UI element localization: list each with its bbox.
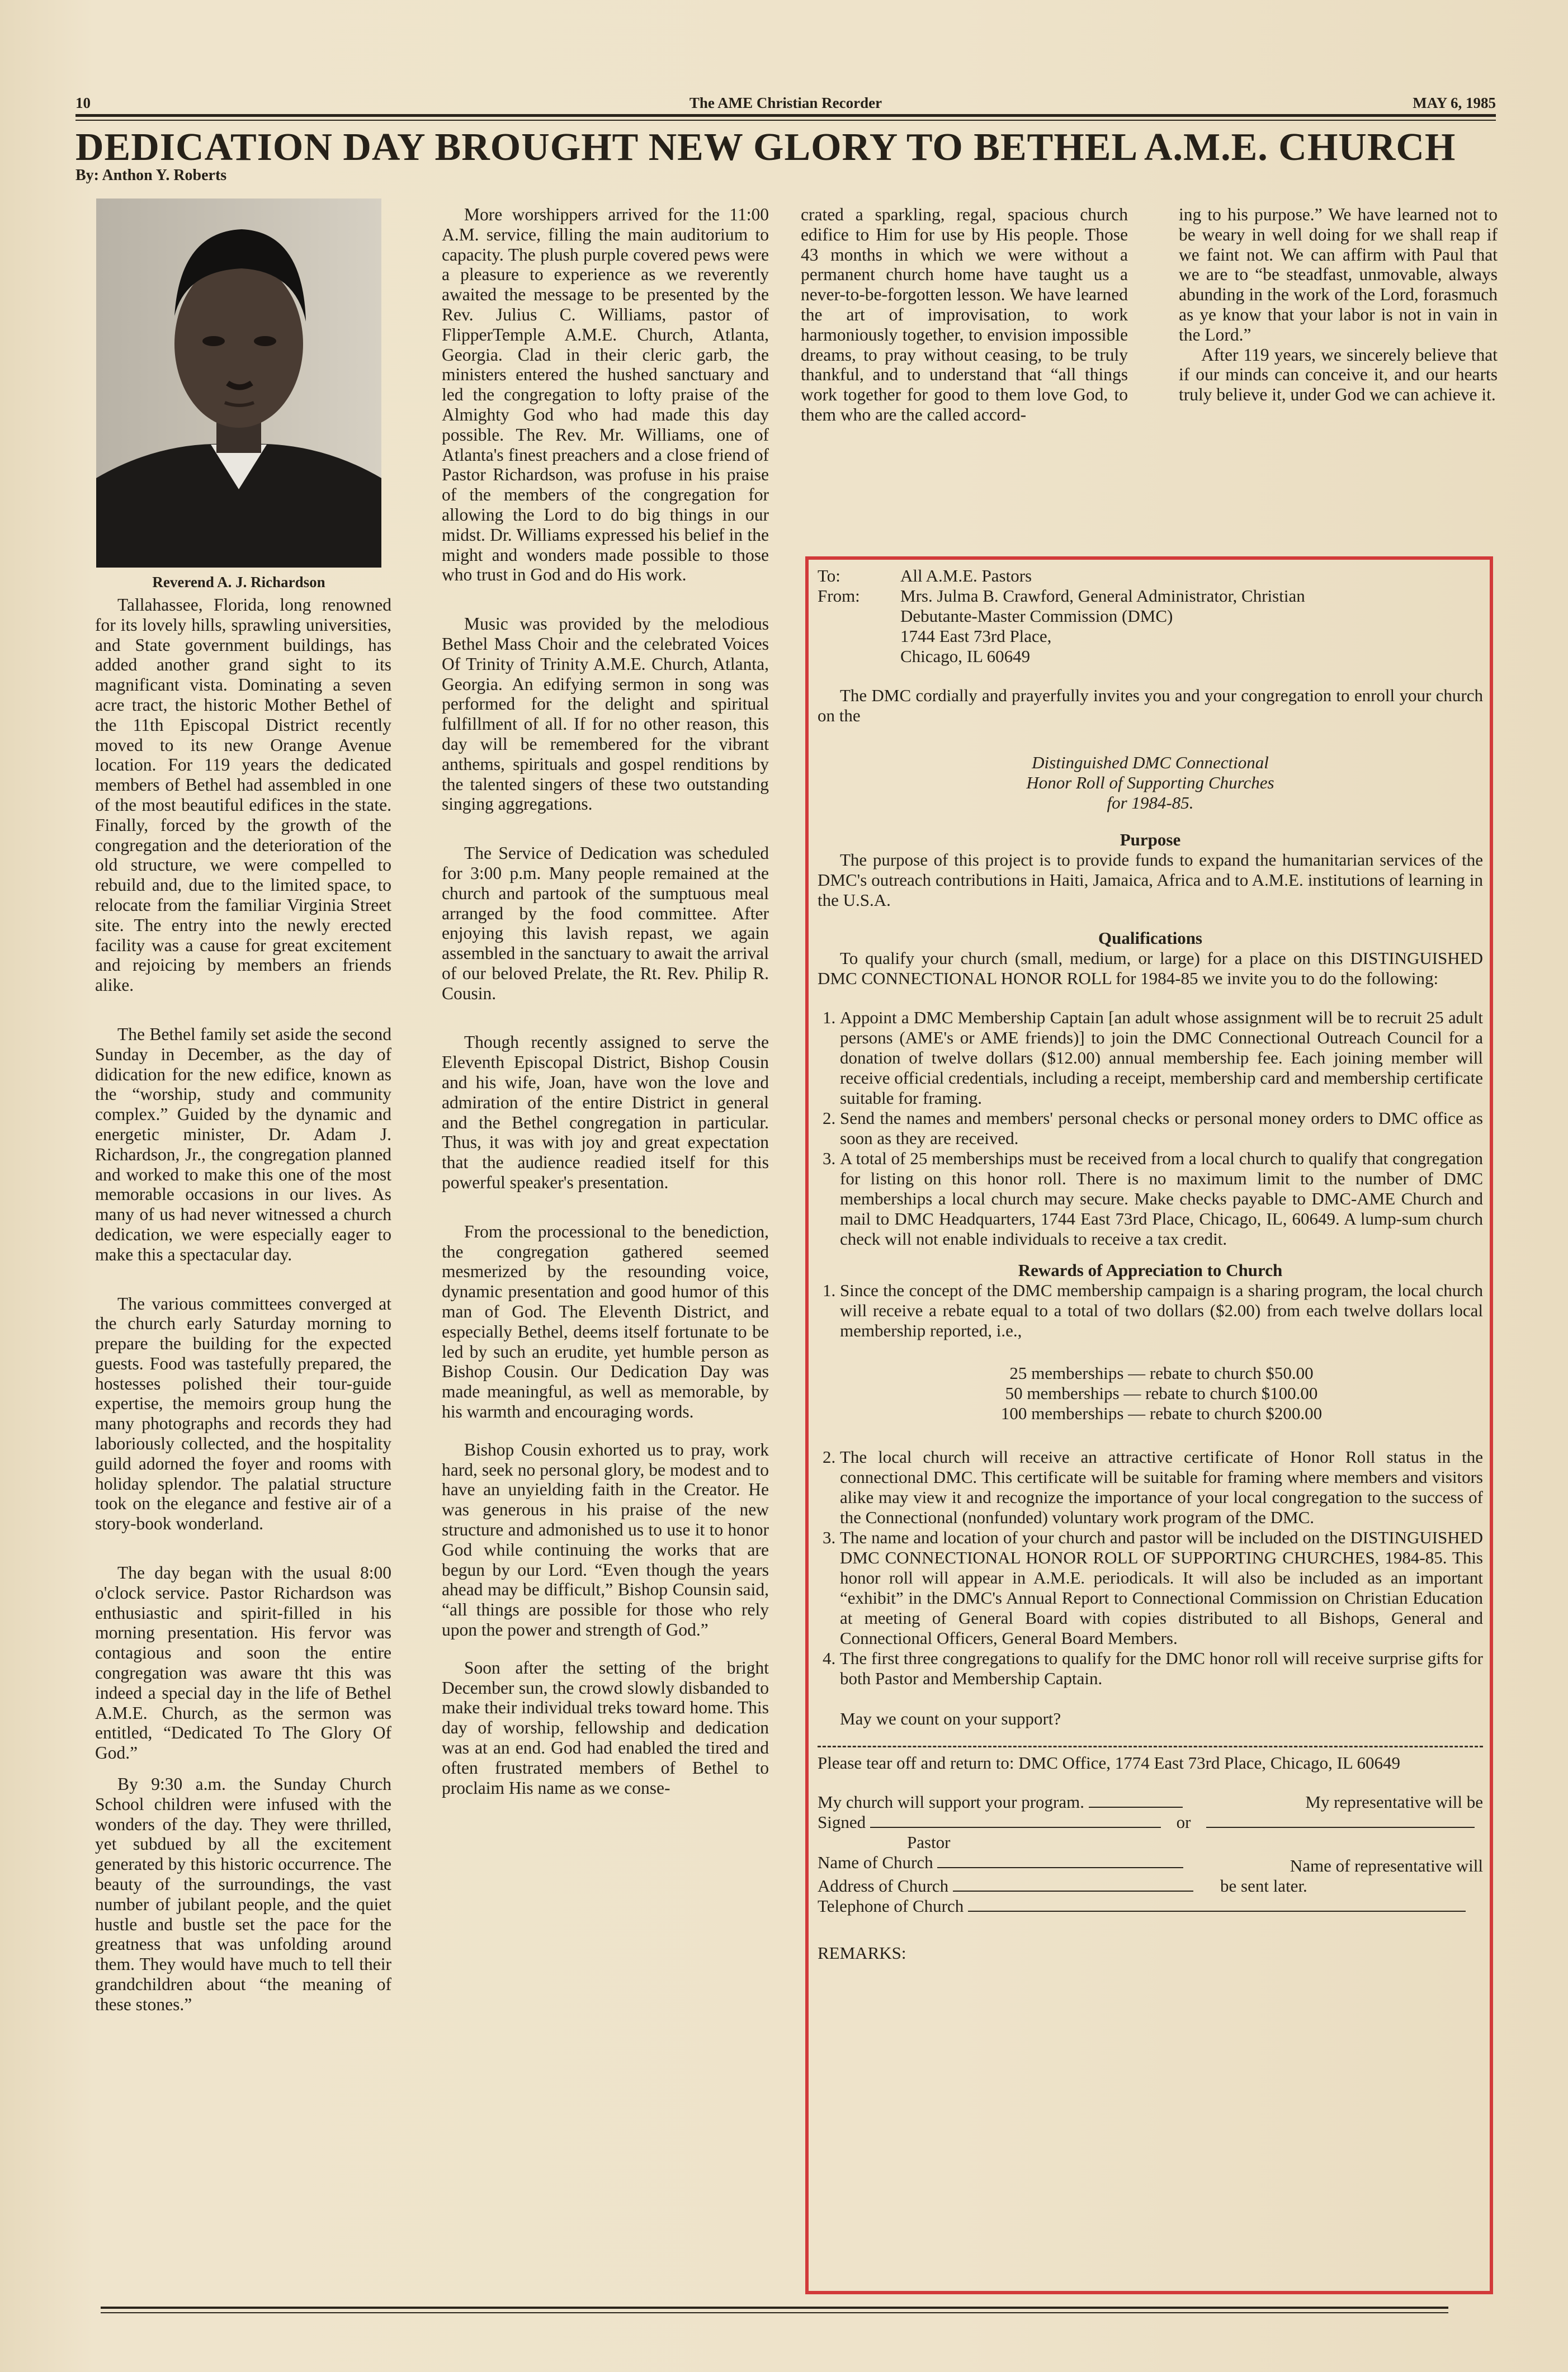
honor-roll-title-line: Honor Roll of Supporting Churches [1026, 773, 1274, 792]
my-rep-label: My representative will be [1305, 1792, 1483, 1812]
address-church-label: Address of Church [818, 1876, 949, 1896]
from-line: Debutante-Master Commission (DMC) [900, 606, 1173, 626]
article-column-2 [442, 205, 769, 1798]
page-number: 10 [75, 94, 91, 111]
support-form-lower [818, 1876, 1483, 1943]
support-field[interactable] [1089, 1807, 1183, 1808]
paragraph: From the processional to the benediction, the congregation gathered seemed mesmerized by the resounding voice, dynamic presentation and good humor of this man of God. The Eleventh District, and especially Bethel, deems itself fortunate to be led by such an erudite, yet humble person as Bishop Cousin. Our Dedication Day was made meaningful, as well as memorable, by his warmth and encouraging words. [442, 1221, 769, 1422]
article-headline: DEDICATION DAY BROUGHT NEW GLORY TO BETHEL A.M.E. CHURCH [75, 126, 1456, 169]
list-item: 4. The first three congregations to qualify for the DMC honor roll will receive surprise gifts for both Pastor and Membership Captain. [840, 1648, 1483, 1689]
name-church-line [818, 1853, 1183, 1873]
support-label: My church will support your program. [818, 1792, 1084, 1812]
running-head [75, 92, 1496, 115]
from-line: Chicago, IL 60649 [900, 646, 1031, 666]
list-item: 1. Appoint a DMC Membership Captain [an adult whose assignment will be to recruit 25 adult persons (AME's or AME friends)] to join the DMC Connectional Outreach Council for a donation of twelve dollars ($12.00) annual membership fee. Each joining member will receive official credentials, including a receipt, membership card and membership certificate suitable for framing. [840, 1008, 1483, 1108]
list-item: 2. Send the names and members' personal checks or personal money orders to DMC office as soon as they are received. [840, 1108, 1483, 1149]
paragraph: Music was provided by the melodious Bethel Mass Choir and the celebrated Voices Of Trinity of Trinity A.M.E. Church, Atlanta, Georgia. An edifying sermon in song was performed for the delight and spiritual fulfillment of all. If for no other reason, this day will be remembered for the vibrant anthems, spirituals and gospel renditions by the talented singers of these two outstanding singing aggregations. [442, 614, 769, 814]
article-column-1 [95, 595, 391, 2015]
honor-roll-title-line: Distinguished DMC Connectional [1032, 753, 1269, 772]
paragraph: More worshippers arrived for the 11:00 A.M. service, filling the main auditorium to capacity. The plush purple covered pews were a pleasure to experience as we reverently awaited the message to be presented by the Rev. Julius C. Williams, pastor of FlipperTemple A.M.E. Church, Atlanta, Georgia. Clad in their cleric garb, the ministers entered the hushed sanctuary and led the congregation to lofty praise of the Almighty God who had made this day possible. The Rev. Mr. Williams, one of Atlanta's finest preachers and a close friend of Pastor Richardson, was profuse in his praise of the members of the congregation for allowing the Lord to do big things in our midst. Dr. Williams expressed his belief in the might and wonders made possible to those who trust in God and do His work. [442, 205, 769, 585]
rep-later-line: Name of representative will [1290, 1856, 1483, 1875]
rebate-line: 100 memberships — rebate to church $200.00 [1000, 1404, 1323, 1423]
qualifications-intro: To qualify your church (small, medium, or large) for a place on this DISTINGUISHED DMC CONNECTIONAL HONOR ROLL for 1984-85 we invite you to do the following: [818, 948, 1483, 988]
paragraph: Bishop Cousin exhorted us to pray, work hard, seek no personal glory, be modest and to have an unyielding faith in the Creator. He was generous in his praise of the new structure and admonished us to use it to honor God while continuing the works that are begun by our Lord. “Even though the years ahead may be difficult,” Bishop Counsin said, “all things are possible for those who rely upon the power and strength of God.” [442, 1439, 769, 1639]
list-item: 3. The name and location of your church and pastor will be included on the DISTINGUISHED DMC CONNECTIONAL HONOR ROLL OF SUPPORTING CHURCHES, 1984-85. This honor roll will appear in A.M.E. periodicals. It will also be included as an important “exhibit” in the DMC's Annual Report to Connectional Commission on Christian Education at meeting of General Board with copies distributed to all Bishops, General and Connectional Officers, General Board Members. [840, 1528, 1483, 1648]
support-question: May we count on your support? [840, 1709, 1061, 1728]
invite-text: The DMC cordially and prayerfully invites you and your congregation to enroll your church on the [818, 686, 1483, 725]
rewards-heading: Rewards of Appreciation to Church [1018, 1260, 1283, 1280]
representative-field[interactable] [1206, 1827, 1475, 1828]
paragraph: ing to his purpose.” We have learned not to be weary in well doing for we shall reap if we faint not. We can affirm with Paul that we are to “be steadfast, unmovable, always abunding in the work of the Lord, forasmuch as ye know that your labor is not in vain in the Lord.” [1179, 205, 1498, 344]
article-column-4 [1179, 205, 1498, 405]
address-church-line [818, 1876, 1193, 1896]
paragraph: Tallahassee, Florida, long renowned for its lovely hills, sprawling universities, and State government buildings, has added another grand sight to its magnificant vista. Dominating a seven acre tract, the historic Mother Bethel of the 11th Episcopal District recently moved to its new Orange Avenue location. For 119 years the dedicated members of Bethel had assembled in one of the most beautiful edifices in the state. Finally, forced by the growth of the congregation and the deterioration of the old structure, we were compelled to rebuild and, due to the limited space, to relocate from the familiar Virginia Street site. The entry into the newly erected facility was a cause for great excitement and rejoicing by members an friends alike. [95, 595, 391, 995]
paragraph: Though recently assigned to serve the Eleventh Episcopal District, Bishop Cousin and his wife, Joan, have won the love and admiration of the entire District in general and the Bethel congregation in particular. Thus, it was with joy and great expectation that the audience readied itself for this powerful speaker's presentation. [442, 1032, 769, 1193]
rebate-table [840, 1363, 1483, 1424]
pastor-label: Pastor [907, 1832, 951, 1852]
list-item [840, 1280, 1483, 1424]
issue-date: MAY 6, 1985 [1413, 94, 1496, 111]
telephone-church-field[interactable] [968, 1911, 1466, 1912]
rewards-list [818, 1280, 1483, 1689]
rebate-line: 50 memberships — rebate to church $100.00 [1005, 1383, 1318, 1403]
honor-roll-title-line: for 1984-85. [1107, 793, 1194, 812]
article-byline: By: Anthon Y. Roberts [75, 167, 227, 184]
signed-line [818, 1812, 1475, 1832]
paragraph: By 9:30 a.m. the Sunday Church School children were infused with the wonders of the day. They were thrilled, yet subdued by all the excitement generated by this historic occurrence. The beauty of the surroundings, the vast number of jubilant people, and the quiet hustle and bustle set the pace for the greatness that was unfolding around them. They would have much to tell their grandchildren about “the meaning of these stones.” [95, 1774, 391, 2014]
from-label: From: [818, 586, 860, 606]
purpose-heading: Purpose [1120, 830, 1181, 849]
from-line: 1744 East 73rd Place, [900, 626, 1052, 646]
purpose-text: The purpose of this project is to provide funds to expand the humanitarian services of the DMC's outreach contributions in Haiti, Jamaica, Africa and to A.M.E. institutions of learning in the U.S.A. [818, 850, 1483, 910]
rebate-line: 25 memberships — rebate to church $50.00 [1009, 1363, 1314, 1383]
name-church-label: Name of Church [818, 1853, 933, 1872]
bottom-rule [101, 2307, 1448, 2309]
paragraph: The Bethel family set aside the second Sunday in December, as the day of didication for the new edifice, known as the “worship, study and community complex.” Guided by the dynamic and energetic minister, Dr. Adam J. Richardson, Jr., the congregation planned and worked to make this one of the most memorable occasions in our lives. As many of us had never witnessed a church dedication, we were especially eager to make this a spectacular day. [95, 1024, 391, 1264]
paragraph: crated a sparkling, regal, spacious church edifice to Him for use by His people. Those 43 months in which we were without a permanent church home have taught us a never-to-be-forgotten lesson. We have learned the art of improvisation, to work harmoniously together, to envision impossible dreams, to pray without ceasing, to be truly thankful, and to understand that “all things work together for good to them love God, to them who are the called accord- [801, 205, 1128, 424]
photo-caption: Reverend A. J. Richardson [152, 574, 325, 590]
to-label: To: [818, 566, 840, 585]
rep-later-note [1290, 1856, 1483, 1876]
list-item: 3. A total of 25 memberships must be received from a local church to qualify that congregation for listing on this honor roll. There is no maximum limit to the number of DMC memberships a local church may secure. Make checks payable to DMC-AME Church and mail to DMC Headquarters, 1744 East 73rd Place, Chicago, IL, 60649. A lump-sum church check will not enable individuals to receive a tax credit. [840, 1149, 1483, 1249]
signed-field[interactable] [870, 1827, 1161, 1828]
paragraph: After 119 years, we sincerely believe that if our minds can conceive it, and our hearts truly believe it, under God we can achieve it. [1179, 344, 1498, 405]
portrait-photo [96, 199, 381, 568]
list-item: 2. The local church will receive an attractive certificate of Honor Roll status in the connectional DMC. This certificate will be suitable for framing where members and visitors alike may view it and recognize the importance of your local congregation to the success of the Connectional (nonfunded) voluntary work program of the DMC. [840, 1447, 1483, 1528]
qualifications-heading: Qualifications [1098, 928, 1202, 948]
name-church-field[interactable] [937, 1867, 1183, 1868]
rep-later-line-2: be sent later. [1220, 1876, 1307, 1896]
paragraph: Soon after the setting of the bright December sun, the crowd slowly disbanded to make their individual treks toward home. This day of worship, fellowship and dedication was at an end. God had enabled the tired and often frustrated members of Bethel to proclaim His name as we conse- [442, 1657, 769, 1798]
or-label: or [1176, 1812, 1191, 1832]
reward-text: Since the concept of the DMC membership campaign is a sharing program, the local church will receive a rebate equal to a total of two dollars ($2.00) from each twelve dollars local membership reported, i.e., [840, 1280, 1483, 1340]
telephone-church-line [818, 1896, 1483, 1916]
tear-off-instructions: Please tear off and return to: DMC Office, 1774 East 73rd Place, Chicago, IL 60649 [818, 1753, 1400, 1773]
head-rule-thin [75, 120, 1496, 121]
paragraph: The day began with the usual 8:00 o'clock service. Pastor Richardson was enthusiastic and spirit-filled in his morning presentation. His fervor was contagious and soon the entire congregation was aware tht this was indeed a special day in the life of Bethel A.M.E. Church, as the sermon was entitled, “Dedicated To The Glory Of God.” [95, 1563, 391, 1763]
support-form [818, 1792, 1483, 1876]
support-line [818, 1792, 1183, 1812]
qualifications-list [818, 1008, 1483, 1249]
telephone-church-label: Telephone of Church [818, 1896, 964, 1916]
honor-roll-title [818, 753, 1483, 813]
paragraph: The Service of Dedication was scheduled for 3:00 p.m. Many people remained at the church and partook of the sumptuous meal arranged by the food committee. After enjoying this lavish repast, we again assembled in the sanctuary to await the arrival of our beloved Prelate, the Rt. Rev. Philip R. Cousin. [442, 843, 769, 1003]
signed-label: Signed [818, 1812, 866, 1832]
from-line: Mrs. Julma B. Crawford, General Administrator, Christian [900, 586, 1305, 606]
address-church-field[interactable] [953, 1891, 1193, 1892]
article-column-3 [801, 205, 1128, 425]
head-rule [75, 114, 1496, 117]
publication-name: The AME Christian Recorder [689, 94, 882, 111]
remarks-label: REMARKS: [818, 1943, 906, 1963]
to-value: All A.M.E. Pastors [900, 566, 1032, 585]
from-block [900, 586, 1305, 667]
paragraph: The various committees converged at the church early Saturday morning to prepare the building for the expected guests. Food was tastefully prepared, the hostesses polished their tour-guide expertise, the memoirs group hung the many photographs and records they had laboriously collected, and the hospitality guild adorned the foyer and rooms with holiday splendor. The palatial structure took on the elegance and festive air of a story-book wonderland. [95, 1293, 391, 1534]
bottom-rule-thin [101, 2312, 1448, 2313]
dmc-notice [818, 566, 1483, 1963]
tear-off-line [818, 1746, 1483, 1747]
